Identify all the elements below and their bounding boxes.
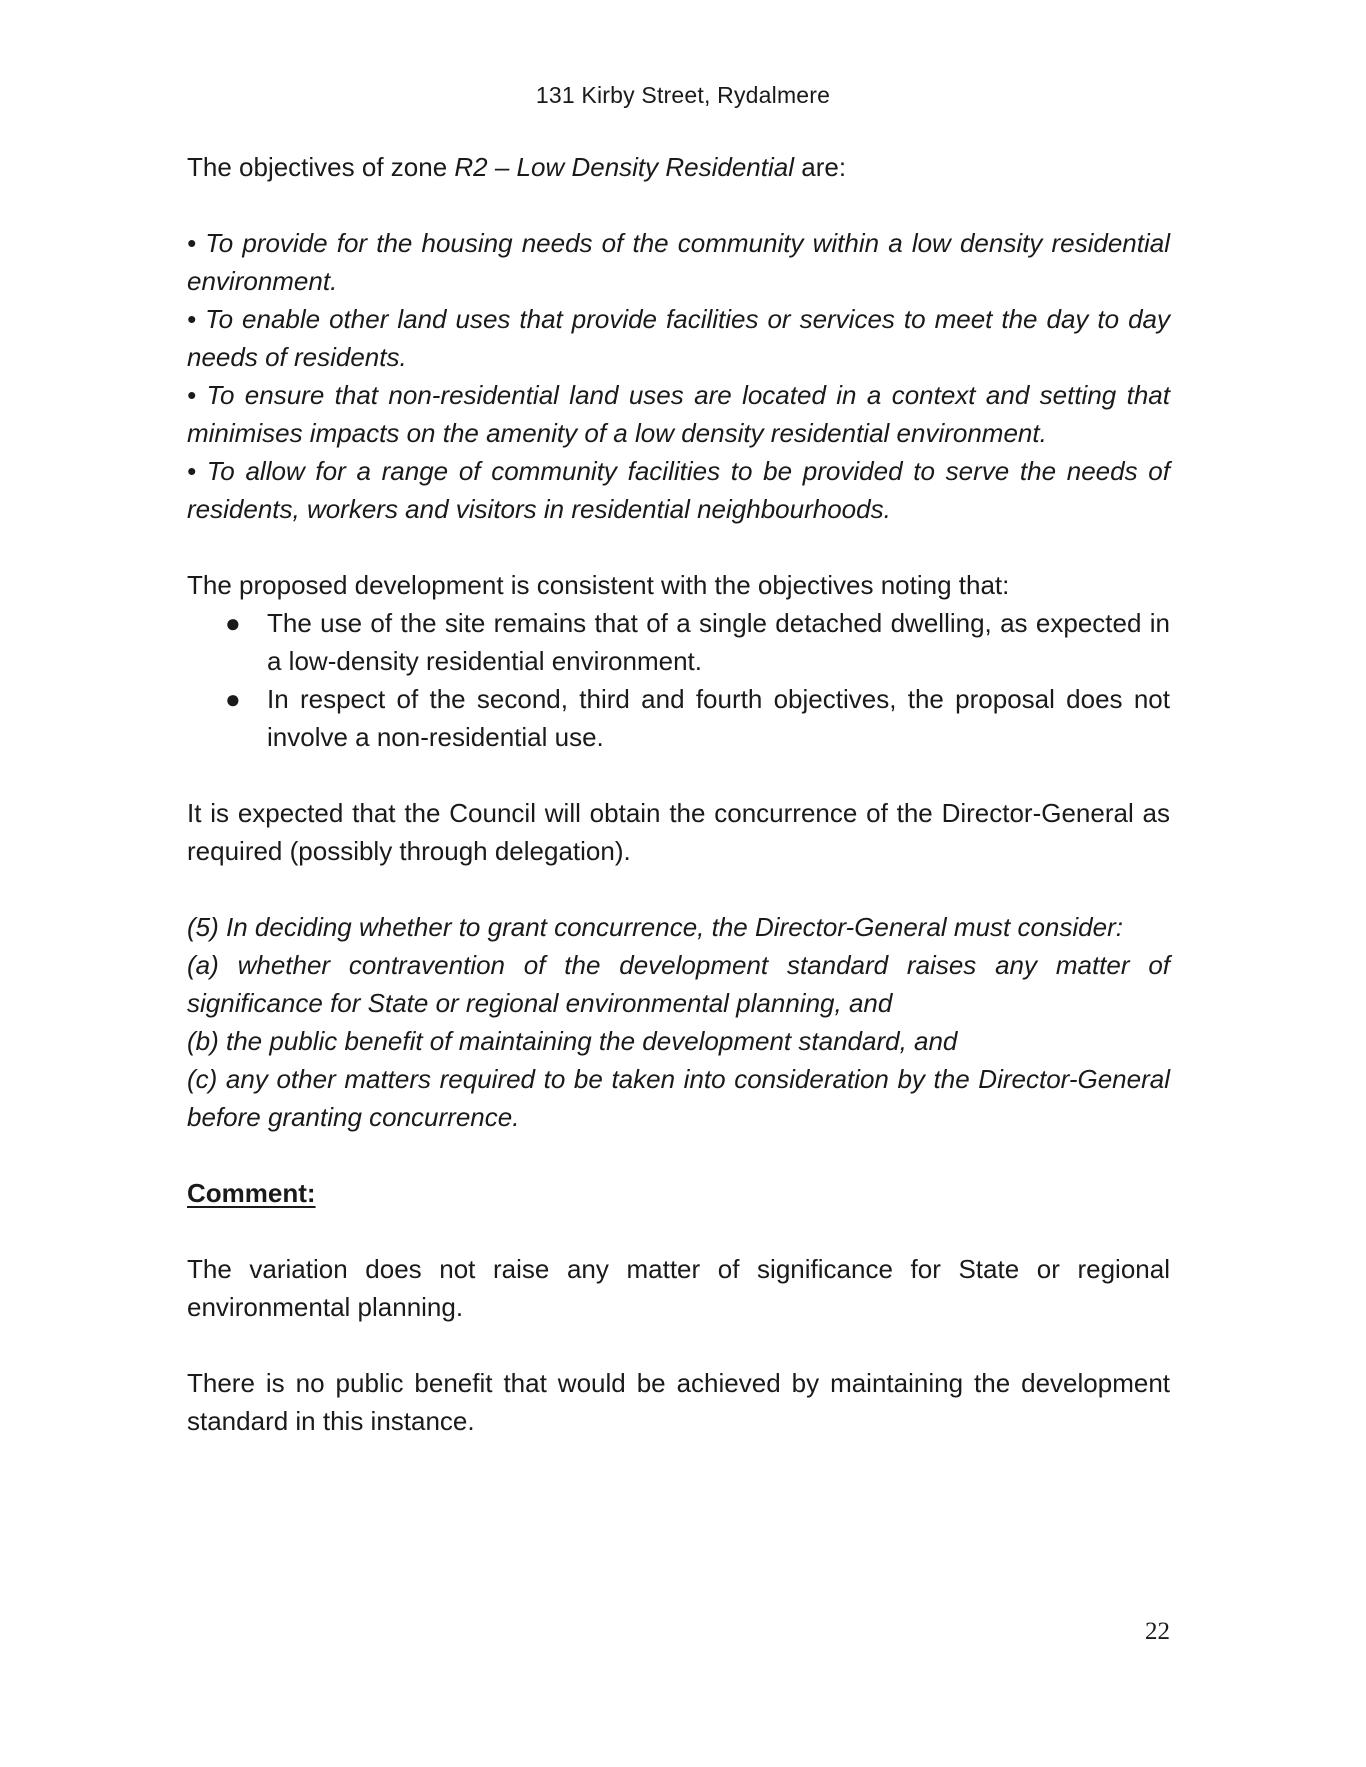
spacer [187,186,1170,224]
consistency-intro: The proposed development is consistent with the objectives noting that: [187,570,1010,600]
list-item [187,604,1170,680]
comment-heading: Comment: [187,1178,316,1208]
consistency-bullets [187,604,1170,756]
clause-5-intro: (5) In deciding whether to grant concurrence, the Director-General must consider: [187,912,1123,942]
objective-item: • To allow for a range of community facilities to be provided to serve the needs of residents, workers and visitors in residential neighbourhoods. [187,456,1170,524]
objectives-intro-after: are: [794,152,847,182]
bullet-text: In respect of the second, third and fourth objectives, the proposal does not involve a non-residential use. [267,684,1170,752]
objective-item: • To enable other land uses that provide facilities or services to meet the day to day needs of residents. [187,304,1170,372]
bullet-text: The use of the site remains that of a single detached dwelling, as expected in a low-density residential environment. [267,608,1170,676]
spacer [187,756,1170,794]
comment-paragraph: The variation does not raise any matter of significance for State or regional environmental planning. [187,1254,1170,1322]
objective-item: • To ensure that non-residential land uses are located in a context and setting that minimises impacts on the amenity of a low density residential environment. [187,380,1170,448]
document-body [187,148,1170,1440]
bullet-icon: ● [225,608,241,638]
clause-5-item: (a) whether contravention of the development standard raises any matter of significance for State or regional environmental planning, and [187,950,1170,1018]
objectives-intro [187,148,1170,186]
list-item [187,680,1170,756]
page-number: 22 [1145,1618,1170,1645]
zone-name: R2 – Low Density Residential [454,152,795,182]
spacer [187,1136,1170,1174]
comment-paragraph: There is no public benefit that would be achieved by maintaining the development standard in this instance. [187,1368,1170,1436]
objectives-intro-before: The objectives of zone [187,152,455,182]
concurrence-paragraph: It is expected that the Council will obtain the concurrence of the Director-General as required (possibly through delegation). [187,798,1170,866]
objectives-list [187,224,1170,528]
spacer [187,528,1170,566]
bullet-icon: ● [225,684,241,714]
spacer [187,1326,1170,1364]
page-header-address: 131 Kirby Street, Rydalmere [535,82,831,108]
objective-item: • To provide for the housing needs of the community within a low density residential environment. [187,228,1170,296]
spacer [187,1212,1170,1250]
clause-5-item: (c) any other matters required to be taken into consideration by the Director-General before granting concurrence. [187,1064,1170,1132]
spacer [187,870,1170,908]
clause-5-item: (b) the public benefit of maintaining the development standard, and [187,1026,958,1056]
clause-5 [187,908,1170,1136]
